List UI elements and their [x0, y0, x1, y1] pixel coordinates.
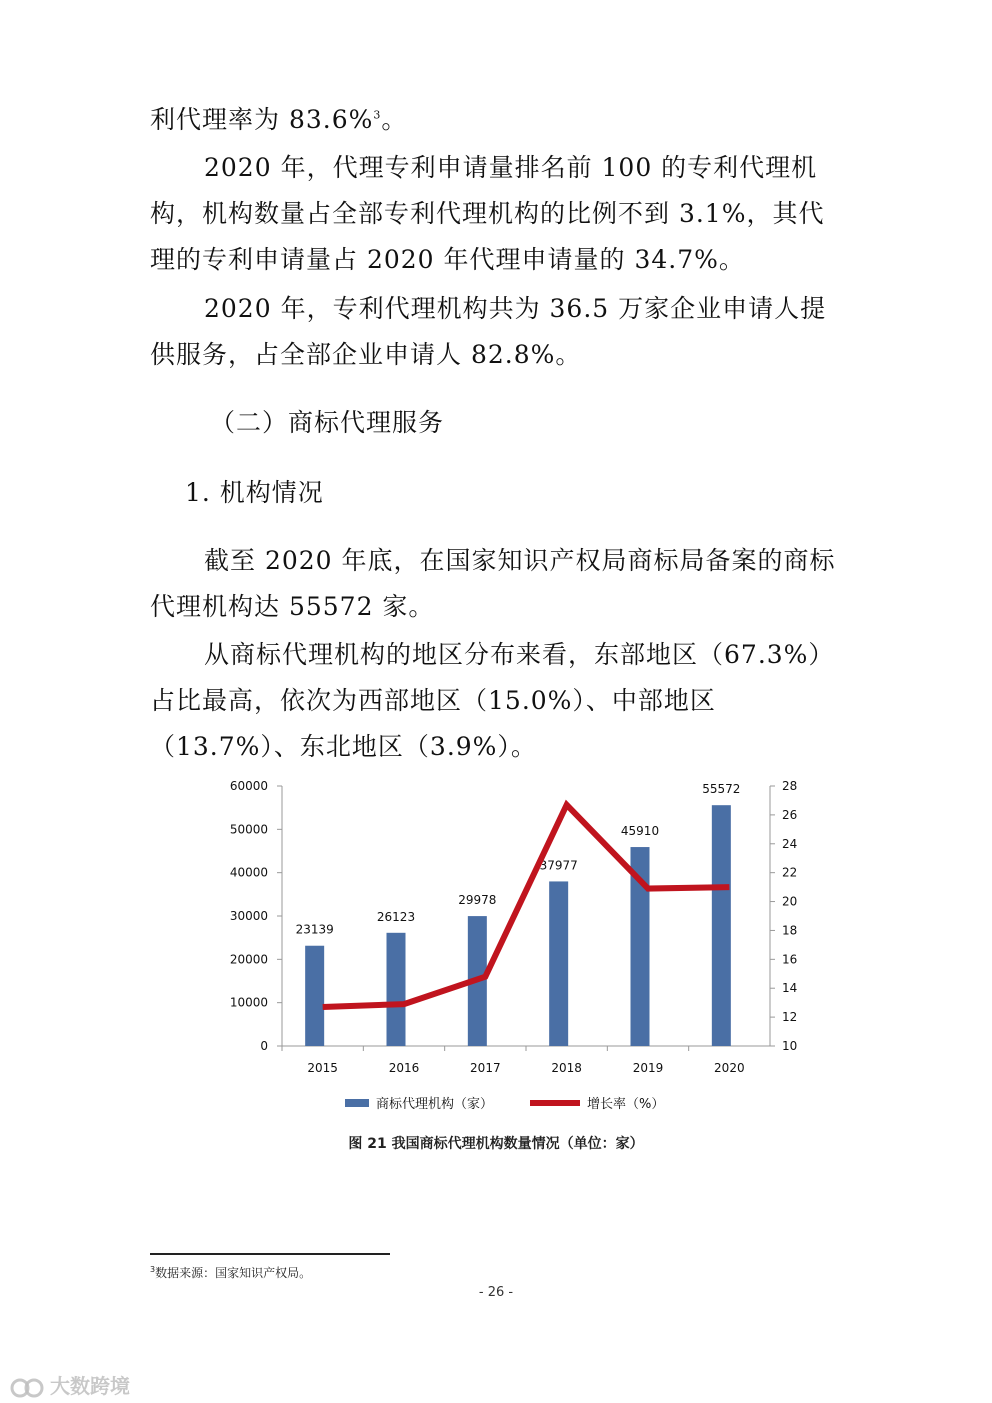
footnote-ref: 3 — [373, 108, 382, 122]
page-number: - 26 - — [478, 1285, 514, 1300]
footnote: $^3$数据来源：国家知识产权局。 — [150, 1265, 312, 1280]
growth-rate-line — [323, 805, 730, 1007]
left-tick-label: 30000 — [229, 909, 268, 923]
agency-count-chart — [190, 770, 830, 1130]
x-tick-label: 2015 — [307, 1061, 338, 1075]
right-tick-label: 12 — [782, 1010, 798, 1025]
right-tick-label: 16 — [782, 952, 798, 967]
right-tick-label: 10 — [782, 1039, 798, 1053]
data-label: 45910 — [620, 824, 660, 839]
left-tick-label: 20000 — [229, 952, 268, 967]
legend-label-bars: 商标代理机构（家） — [376, 1097, 494, 1112]
right-tick-label: 28 — [782, 779, 798, 793]
data-label: 23139 — [295, 922, 334, 937]
watermark: 大数跨境 — [10, 1370, 130, 1399]
x-tick-label: 2020 — [714, 1061, 745, 1075]
x-tick-label: 2016 — [388, 1061, 420, 1075]
x-tick-label: 2017 — [470, 1061, 501, 1075]
left-tick-label: 50000 — [229, 822, 268, 837]
figure-caption: 图 21 我国商标代理机构数量情况（单位：家） — [348, 1136, 644, 1152]
bar — [549, 881, 568, 1046]
bar — [387, 933, 406, 1046]
right-tick-label: 22 — [782, 865, 798, 880]
data-label: 26123 — [376, 909, 416, 924]
paragraph-2: 2020 年，代理专利申请量排名前 100 的专利代理机构，机构数量占全部专利代理机构的比例不到 3.1%，其代理的专利申请量占 2020 年代理申请量的 34.7%。 — [150, 153, 825, 274]
watermark-logo-icon — [10, 1377, 44, 1399]
legend-swatch-bars — [345, 1099, 369, 1107]
right-tick-label: 20 — [782, 894, 798, 909]
right-tick-label: 14 — [782, 981, 798, 996]
bar — [305, 946, 324, 1046]
legend-label-line: 增长率（%） — [587, 1097, 665, 1112]
data-label: 55572 — [702, 782, 741, 797]
data-label: 29978 — [458, 893, 497, 908]
section-heading: （二）商标代理服务 — [210, 408, 445, 437]
right-tick-label: 26 — [782, 807, 798, 822]
left-tick-label: 40000 — [229, 865, 268, 880]
paragraph-1: 利代理率为 83.6%$^3$。 — [150, 105, 408, 134]
x-tick-label: 2018 — [551, 1061, 582, 1075]
chart-svg — [190, 770, 830, 1130]
paragraph-4: 截至 2020 年底，在国家知识产权局商标局备案的商标代理机构达 55572 家。 — [150, 546, 836, 621]
paragraph-5: 从商标代理机构的地区分布来看，东部地区（67.3%）占比最高，依次为西部地区（15.0%）、中部地区（13.7%）、东北地区（3.9%）。 — [150, 640, 835, 761]
footnote-divider — [150, 1253, 390, 1255]
left-tick-label: 60000 — [229, 779, 268, 793]
left-tick-label: 0 — [260, 1039, 268, 1053]
subsection-heading: 1. 机构情况 — [185, 478, 324, 507]
right-tick-label: 24 — [782, 836, 798, 851]
data-label: 37977 — [539, 858, 578, 873]
paragraph-3: 2020 年，专利代理机构共为 36.5 万家企业申请人提供服务，占全部企业申请人 82.8%。 — [150, 294, 827, 369]
right-tick-label: 18 — [782, 923, 798, 938]
x-tick-label: 2019 — [632, 1061, 664, 1075]
bar — [712, 805, 731, 1046]
left-tick-label: 10000 — [229, 995, 268, 1010]
